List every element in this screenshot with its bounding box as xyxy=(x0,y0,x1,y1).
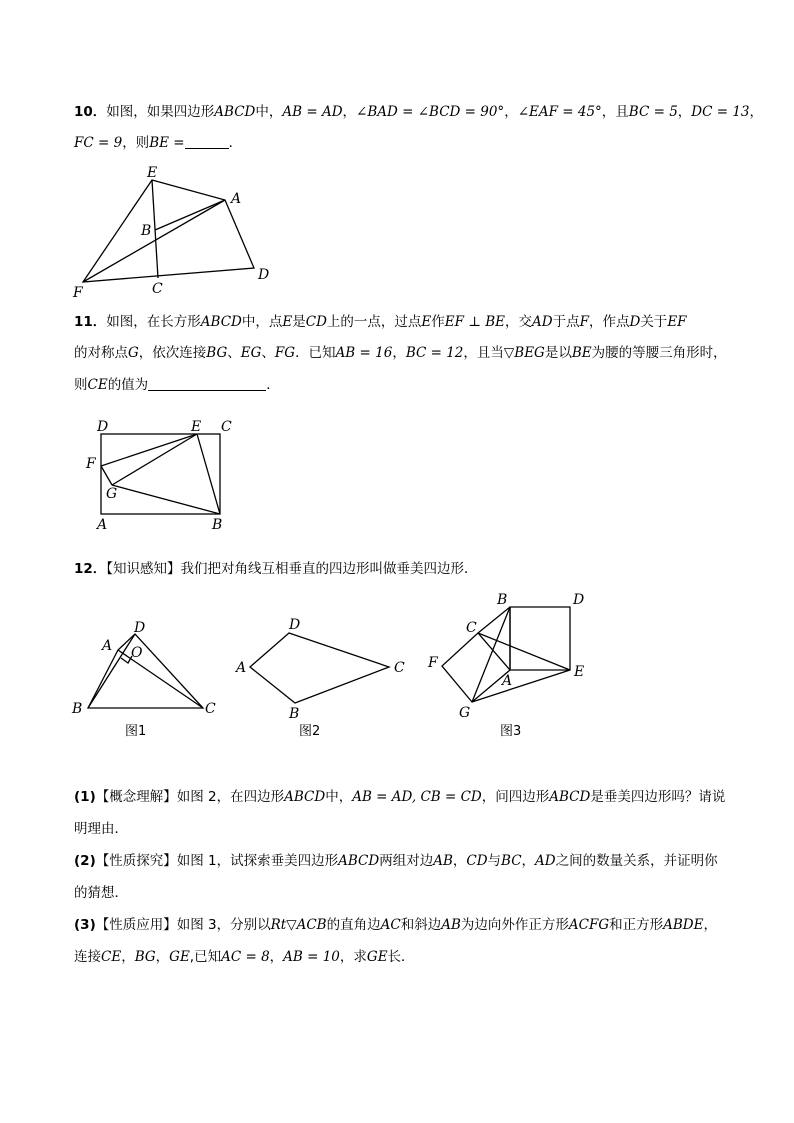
math: E xyxy=(421,314,432,330)
point-label-A: A xyxy=(231,191,242,207)
math: ABCD xyxy=(214,104,256,120)
point-label-B: B xyxy=(141,223,152,239)
part-tag: (2) xyxy=(74,853,96,869)
text: 长． xyxy=(387,949,415,965)
text: ， xyxy=(749,104,764,120)
text: 如图，如果四边形 xyxy=(106,104,215,120)
math: G xyxy=(128,345,139,361)
math: GE xyxy=(169,949,190,965)
math: ABCD xyxy=(284,789,326,805)
part-tag: (1) xyxy=(74,789,96,805)
math: BG xyxy=(206,345,228,361)
text: 关于 xyxy=(640,314,668,330)
point-label-F: F xyxy=(73,285,83,301)
text: 的值为 xyxy=(107,377,149,393)
point-label-D: D xyxy=(258,267,270,283)
point-label-D: D xyxy=(97,419,109,435)
text: 中，点 xyxy=(241,314,283,330)
math: F xyxy=(579,314,589,330)
text: 【性质应用】如图 3，分别以 xyxy=(95,917,271,933)
text: ， xyxy=(392,345,406,361)
math: ABDE xyxy=(663,917,704,933)
text: ． xyxy=(228,135,243,151)
math: EG xyxy=(240,345,262,361)
math: AC = 8 xyxy=(221,949,270,965)
text: 是 xyxy=(292,314,306,330)
math: FG xyxy=(274,345,296,361)
q12-figure-2 xyxy=(234,617,405,739)
point-label-A: A xyxy=(97,517,108,533)
math: AB = AD xyxy=(282,104,343,120)
text: 两组对边 xyxy=(379,853,434,869)
math: D xyxy=(629,314,641,330)
text: 明理由． xyxy=(74,821,128,837)
math: CD xyxy=(466,853,488,869)
text: 上的一点，过点 xyxy=(326,314,422,330)
point-label-F: F xyxy=(86,456,96,472)
q10-number: 10． xyxy=(74,104,107,120)
segment-GB xyxy=(112,485,220,514)
segment-GE xyxy=(472,670,570,702)
math: EF xyxy=(667,314,687,330)
text: ，求 xyxy=(339,949,367,965)
text: 、 xyxy=(227,345,241,361)
point-label-C: C xyxy=(221,419,232,435)
text: 【知识感知】我们把对角线互相垂直的四边形叫做垂美四边形． xyxy=(106,561,478,577)
text: 与 xyxy=(487,853,502,869)
point-label-O: O xyxy=(131,645,143,661)
text: 中， xyxy=(255,104,283,120)
text: ， xyxy=(521,853,536,869)
part-tag: (3) xyxy=(74,917,96,933)
text: ，交 xyxy=(505,314,533,330)
point-label-A: A xyxy=(502,673,513,689)
math: CE xyxy=(87,377,108,393)
text: ,已知 xyxy=(189,949,222,965)
text: 为边向外作正方形 xyxy=(460,917,569,933)
point-label-C: C xyxy=(205,701,216,717)
point-label-B: B xyxy=(497,592,508,608)
point-label-G: G xyxy=(459,705,471,721)
math: DC = 13 xyxy=(691,104,750,120)
math: AD xyxy=(532,314,553,330)
figure-caption: 图1 xyxy=(125,724,147,739)
math: CE xyxy=(101,949,122,965)
text: ，作点 xyxy=(588,314,630,330)
text: ， xyxy=(504,104,518,120)
square-ABDE-fig3 xyxy=(510,607,570,670)
segment-FG xyxy=(101,466,112,485)
math: AD xyxy=(535,853,556,869)
point-label-B: B xyxy=(289,706,300,722)
text: ， xyxy=(677,104,692,120)
point-label-A: A xyxy=(236,660,247,676)
text: 为腰的等腰三角形时， xyxy=(591,345,727,361)
math: GE xyxy=(366,949,388,965)
point-label-C: C xyxy=(152,281,163,297)
text: ． xyxy=(266,377,280,393)
text: 则 xyxy=(74,377,88,393)
text: ， xyxy=(342,104,357,120)
math: BC = 5 xyxy=(628,104,678,120)
segment-FE xyxy=(101,434,197,466)
point-label-G: G xyxy=(106,486,118,502)
point-label-E: E xyxy=(191,419,202,435)
q12-figure-1 xyxy=(71,620,216,739)
math: AB = 16 xyxy=(335,345,393,361)
figure-caption: 图3 xyxy=(500,724,522,739)
math: FC = 9 xyxy=(74,135,123,151)
point-label-E: E xyxy=(147,165,158,181)
text: ， xyxy=(121,949,135,965)
point-label-E: E xyxy=(574,664,585,680)
math: ∠BAD = ∠BCD = 90° xyxy=(356,104,505,120)
segment-GE xyxy=(112,434,197,485)
math: AB xyxy=(441,917,461,933)
text: 的对称点 xyxy=(74,345,128,361)
text: ，依次连接 xyxy=(138,345,207,361)
segment-BA xyxy=(155,200,225,230)
math: EF ⊥ BE xyxy=(444,314,506,330)
math: BE = xyxy=(149,135,185,151)
math: ACFG xyxy=(568,917,610,933)
point-label-B: B xyxy=(212,517,223,533)
q11-figure xyxy=(85,419,232,533)
q10-figure xyxy=(72,165,269,301)
figure-caption: 图2 xyxy=(299,724,321,739)
text: ，且当 xyxy=(463,345,504,361)
text: ， xyxy=(269,949,284,965)
text: 、 xyxy=(261,345,275,361)
math: BC xyxy=(501,853,522,869)
point-label-C: C xyxy=(466,620,477,636)
text: 的直角边 xyxy=(326,917,381,933)
math: ABCD xyxy=(338,853,380,869)
math: ∠EAF = 45° xyxy=(517,104,602,120)
point-label-D: D xyxy=(134,620,146,636)
q12-number: 12． xyxy=(74,561,107,577)
text: 【概念理解】如图 2，在四边形 xyxy=(95,789,285,805)
text: ， xyxy=(703,917,717,933)
point-label-C: C xyxy=(394,660,405,676)
text: 之间的数量关系，并证明你 xyxy=(555,853,718,869)
text: ， xyxy=(155,949,170,965)
text: ，问四边形 xyxy=(481,789,550,805)
text: 如图，在长方形 xyxy=(106,314,201,330)
text: 和斜边 xyxy=(400,917,442,933)
text: 连接 xyxy=(74,949,101,965)
kite-ABCD-fig2 xyxy=(250,633,389,703)
segment-EB xyxy=(197,434,220,514)
text: ， xyxy=(452,853,467,869)
q11-number: 11． xyxy=(74,314,107,330)
math: BE xyxy=(571,345,592,361)
math: AB = 10 xyxy=(283,949,340,965)
point-label-B: B xyxy=(72,701,83,717)
math: Rt▽ACB xyxy=(270,917,327,933)
point-label-D: D xyxy=(289,617,301,633)
text: 中， xyxy=(325,789,353,805)
text: ，且 xyxy=(601,104,629,120)
math: BC = 12 xyxy=(405,345,464,361)
math: ABCD xyxy=(200,314,242,330)
text: 是以 xyxy=(544,345,572,361)
text: 于点 xyxy=(552,314,580,330)
text: 的猜想． xyxy=(74,885,128,901)
math: AC xyxy=(380,917,401,933)
text: 【性质探究】如图 1，试探索垂美四边形 xyxy=(95,853,339,869)
point-label-F: F xyxy=(428,655,438,671)
text: ．已知 xyxy=(295,345,336,361)
text: ，则 xyxy=(122,135,150,151)
text: 作 xyxy=(431,314,445,330)
point-label-A: A xyxy=(102,638,113,654)
text: 是垂美四边形吗？请说 xyxy=(590,789,726,805)
math: CD xyxy=(305,314,327,330)
q12-figure-3 xyxy=(427,592,584,739)
text: 和正方形 xyxy=(609,917,664,933)
math: BG xyxy=(134,949,156,965)
math: ABCD xyxy=(549,789,591,805)
math: AB = AD, CB = CD xyxy=(352,789,482,805)
math: E xyxy=(282,314,293,330)
math: ▽BEG xyxy=(503,345,545,361)
math: AB xyxy=(433,853,453,869)
point-label-D: D xyxy=(573,592,585,608)
